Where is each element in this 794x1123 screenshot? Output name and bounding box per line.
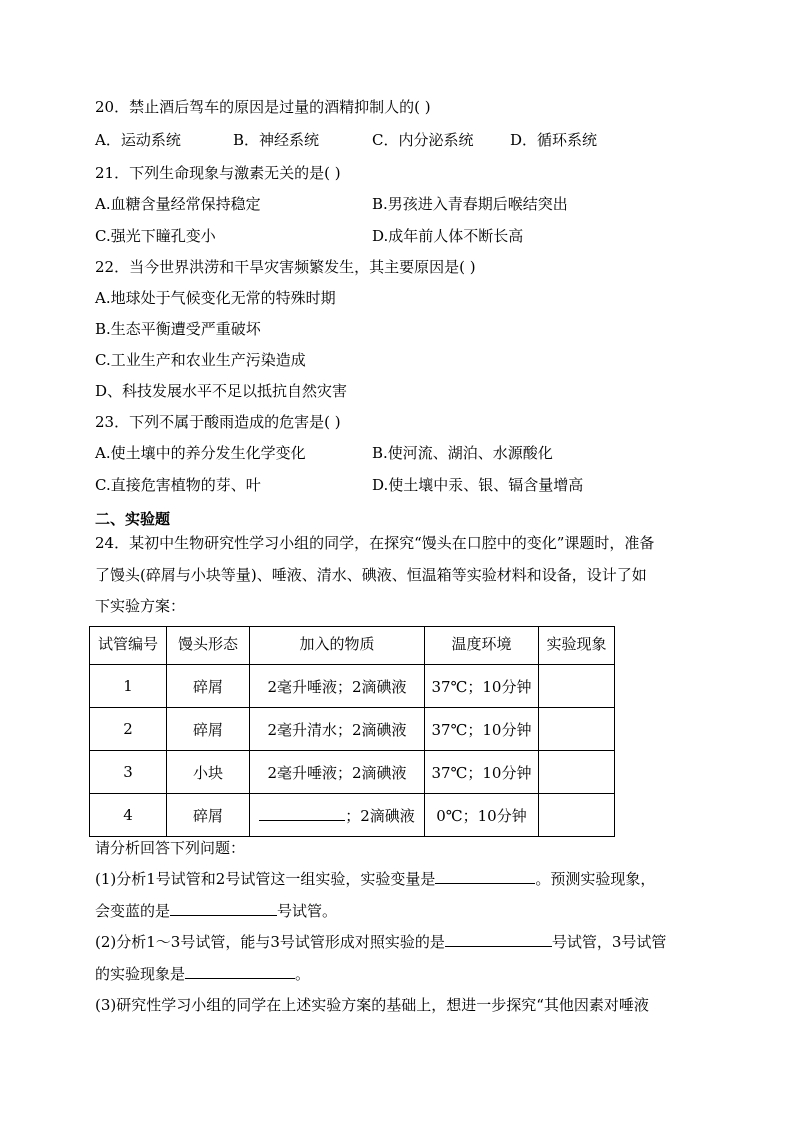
table-cell: 37℃；10分钟 — [425, 665, 539, 708]
q22-stem: 22．当今世界洪涝和干旱灾害频繁发生，其主要原因是( ) — [95, 258, 476, 276]
table-cell-with-blank — [250, 794, 425, 837]
table-cell — [539, 751, 615, 794]
q24-part3-line1: (3)研究性学习小组的同学在上述实验方案的基础上，想进一步探究“其他因素对唾液 — [95, 996, 649, 1014]
q24-part1-line2 — [95, 901, 337, 921]
table-cell: 2毫升唾液；2滴碘液 — [250, 665, 425, 708]
answer-blank[interactable] — [259, 806, 345, 821]
q22-option-a: A.地球处于气候变化无常的特殊时期 — [95, 289, 336, 307]
q21-stem: 21．下列生命现象与激素无关的是( ) — [95, 164, 341, 182]
q20-stem: 20．禁止酒后驾车的原因是过量的酒精抑制人的( ) — [95, 98, 431, 116]
q23-option-d: D.使土壤中汞、银、镉含量增高 — [372, 476, 584, 494]
q24-part1-text: (1)分析1号试管和2号试管这一组实验，实验变量是 — [95, 870, 436, 888]
answer-blank[interactable] — [445, 932, 552, 947]
q24-part1-text: 会变蓝的是 — [95, 902, 171, 920]
table-cell: 碎屑 — [167, 794, 250, 837]
table-cell: 碎屑 — [167, 708, 250, 751]
section-title: 二、实验题 — [95, 510, 171, 528]
q24-part2-line2 — [95, 964, 310, 984]
q24-intro-line: 了馒头(碎屑与小块等量)、唾液、清水、碘液、恒温箱等实验材料和设备，设计了如 — [95, 566, 647, 584]
experiment-table — [89, 626, 615, 837]
table-cell — [539, 794, 615, 837]
q24-intro-line: 下实验方案： — [95, 597, 186, 615]
q22-option-c: C.工业生产和农业生产污染造成 — [95, 351, 306, 369]
q24-part1-text: 号试管。 — [277, 902, 338, 920]
table-cell: 37℃；10分钟 — [425, 751, 539, 794]
table-cell: 2毫升清水；2滴碘液 — [250, 708, 425, 751]
table-cell: 0℃；10分钟 — [425, 794, 539, 837]
q23-option-a: A.使土壤中的养分发生化学变化 — [95, 444, 306, 462]
table-cell: 4 — [90, 794, 167, 837]
header-cell: 加入的物质 — [250, 627, 425, 665]
header-cell: 温度环境 — [425, 627, 539, 665]
table-cell: 碎屑 — [167, 665, 250, 708]
q20-option-a: A．运动系统 — [95, 131, 181, 149]
q20-option-c: C．内分泌系统 — [372, 131, 474, 149]
q24-part1-line1 — [95, 869, 655, 889]
q21-option-c: C.强光下瞳孔变小 — [95, 227, 216, 245]
table-row — [90, 665, 615, 708]
q23-option-c: C.直接危害植物的芽、叶 — [95, 476, 261, 494]
table-cell: 小块 — [167, 751, 250, 794]
answer-blank[interactable] — [435, 869, 535, 884]
q22-option-d: D、科技发展水平不足以抵抗自然灾害 — [95, 382, 348, 400]
table-cell — [539, 665, 615, 708]
answer-blank[interactable] — [170, 901, 277, 916]
q21-option-a: A.血糖含量经常保持稳定 — [95, 195, 261, 213]
q20-option-d: D．循环系统 — [510, 131, 598, 149]
table-cell: 1 — [90, 665, 167, 708]
q23-stem: 23．下列不属于酸雨造成的危害是( ) — [95, 413, 341, 431]
q23-option-b: B.使河流、湖泊、水源酸化 — [372, 444, 553, 462]
q24-part2-text: 号试管，3号试管 — [551, 933, 667, 951]
q24-part2-text: (2)分析1～3号试管，能与3号试管形成对照实验的是 — [95, 933, 445, 951]
q24-part1-text: 。预测实验现象， — [535, 870, 656, 888]
q20-option-b: B．神经系统 — [233, 131, 320, 149]
table-row — [90, 751, 615, 794]
answer-blank[interactable] — [185, 964, 295, 979]
table-cell: 3 — [90, 751, 167, 794]
header-cell: 馒头形态 — [167, 627, 250, 665]
q24-part2-text: 的实验现象是 — [95, 965, 186, 983]
q21-option-b: B.男孩进入青春期后喉结突出 — [372, 195, 568, 213]
q21-option-d: D.成年前人体不断长高 — [372, 227, 524, 245]
table-cell: 2 — [90, 708, 167, 751]
q24-intro-line: 24．某初中生物研究性学习小组的同学，在探究“馒头在口腔中的变化”课题时，准备 — [95, 534, 655, 552]
table-cell — [539, 708, 615, 751]
q22-option-b: B.生态平衡遭受严重破坏 — [95, 320, 261, 338]
q24-prompt: 请分析回答下列问题： — [95, 839, 246, 857]
table-cell-text: ；2滴碘液 — [345, 806, 415, 825]
q24-part2-text: 。 — [295, 965, 311, 983]
table-row — [90, 794, 615, 837]
table-cell: 2毫升唾液；2滴碘液 — [250, 751, 425, 794]
header-cell: 实验现象 — [539, 627, 615, 665]
table-header-row — [90, 627, 615, 665]
q24-part2-line1 — [95, 932, 666, 952]
table-row — [90, 708, 615, 751]
table-cell: 37℃；10分钟 — [425, 708, 539, 751]
header-cell: 试管编号 — [90, 627, 167, 665]
